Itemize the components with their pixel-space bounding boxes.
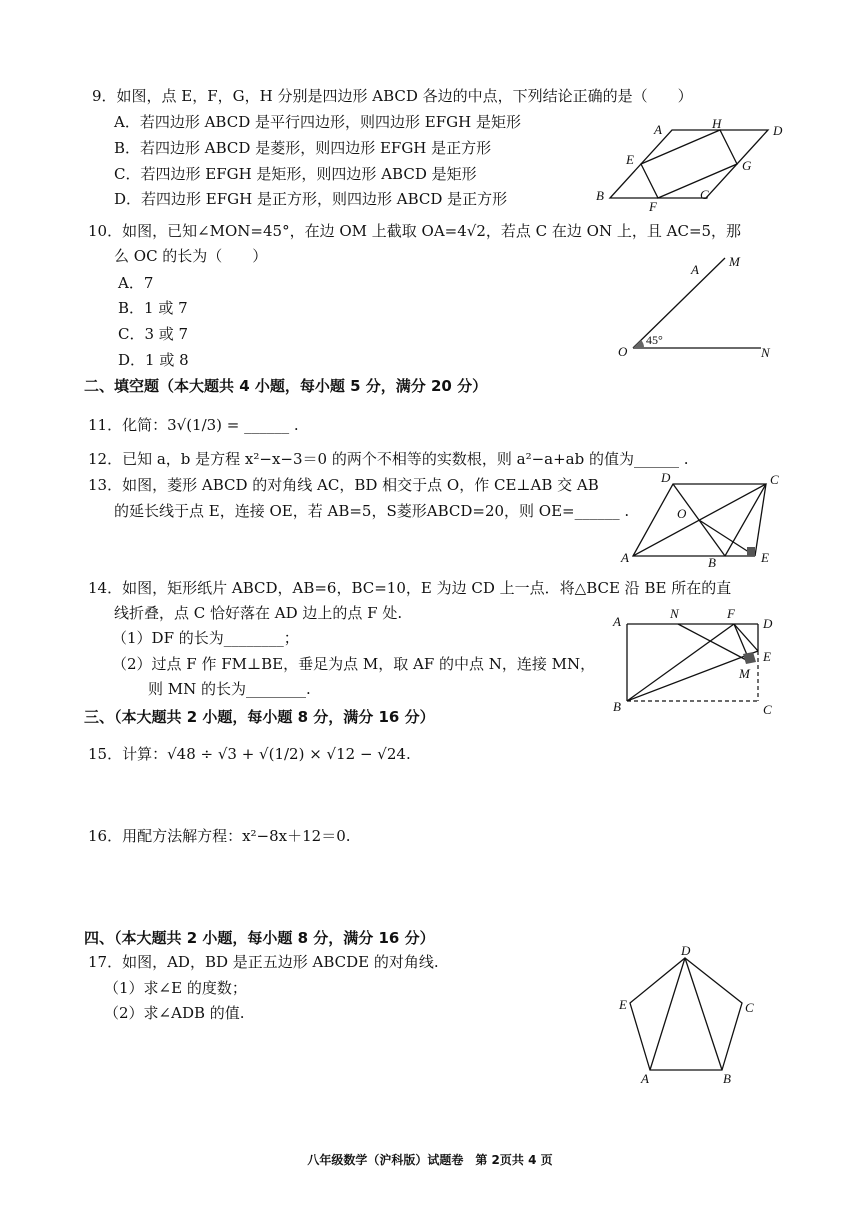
section-2-heading: 二、填空题（本大题共 4 小题，每小题 5 分，满分 20 分）: [84, 377, 488, 395]
q14-label-f: F: [727, 606, 735, 621]
q13-label-o: O: [677, 506, 687, 521]
q9-label-a: A: [654, 122, 662, 137]
q9-label-f: F: [649, 199, 657, 214]
q13-label-b: B: [708, 555, 716, 570]
q14-label-d: D: [763, 616, 773, 631]
q9-stem: 9．如图，点 E，F，G，H 分别是四边形 ABCD 各边的中点，下列结论正确的是（ ）: [92, 87, 693, 105]
section-3-heading: 三、（本大题共 2 小题，每小题 8 分，满分 16 分）: [84, 708, 435, 726]
q12-text: 12．已知 a，b 是方程 x²−x−3＝0 的两个不相等的实数根，则 a²−a+ab 的值为______ .: [88, 450, 689, 468]
q9-option-b: B．若四边形 ABCD 是菱形，则四边形 EFGH 是正方形: [114, 139, 492, 157]
q14-line1: 14．如图，矩形纸片 ABCD，AB=6，BC=10，E 为边 CD 上一点．将△BCE 沿 BE 所在的直: [88, 579, 732, 597]
q13-line2: 的延长线于点 E，连接 OE，若 AB=5，S菱形ABCD=20，则 OE=______ .: [114, 502, 630, 520]
q10-line2: 么 OC 的长为（ ）: [114, 247, 268, 265]
q10-label-o: O: [618, 344, 628, 359]
q10-figure-angle: [615, 252, 785, 362]
q17-label-d: D: [681, 943, 691, 958]
q14-sub1: （1）DF 的长为________；: [112, 629, 299, 647]
q13-line1: 13．如图，菱形 ABCD 的对角线 AC，BD 相交于点 O，作 CE⊥AB 交 AB: [88, 476, 599, 494]
q13-figure-rhombus: [615, 470, 785, 570]
q14-label-e: E: [763, 649, 771, 664]
q16-text: 16．用配方法解方程：x²−8x＋12＝0.: [88, 827, 351, 845]
q10-line1: 10．如图，已知∠MON=45°，在边 OM 上截取 OA=4√2，若点 C 在边 ON 上，且 AC=5，那: [88, 222, 742, 240]
q10-option-a: A．7: [118, 274, 154, 292]
q14-sub2b: 则 MN 的长为________.: [148, 680, 311, 698]
q17-stem: 17．如图，AD，BD 是正五边形 ABCDE 的对角线.: [88, 953, 439, 971]
q9-option-a: A．若四边形 ABCD 是平行四边形，则四边形 EFGH 是矩形: [114, 113, 521, 131]
q14-figure-rectangle: [605, 604, 785, 719]
q10-option-c: C．3 或 7: [118, 325, 189, 343]
q14-label-c: C: [763, 702, 772, 717]
q9-figure-quadrilateral: [590, 116, 790, 214]
q9-option-c: C．若四边形 EFGH 是矩形，则四边形 ABCD 是矩形: [114, 165, 477, 183]
q10-label-m: M: [729, 254, 740, 269]
q13-label-a: A: [621, 550, 629, 565]
section-4-heading: 四、（本大题共 2 小题，每小题 8 分，满分 16 分）: [84, 929, 435, 947]
q9-label-b: B: [596, 188, 604, 203]
q10-option-b: B．1 或 7: [118, 299, 188, 317]
q17-label-a: A: [641, 1071, 649, 1086]
q9-label-g: G: [742, 158, 752, 173]
q9-label-c: C: [700, 187, 709, 202]
q14-label-m: M: [739, 666, 750, 681]
q9-option-d: D．若四边形 EFGH 是正方形，则四边形 ABCD 是正方形: [114, 190, 508, 208]
q13-label-c: C: [770, 472, 779, 487]
q17-figure-pentagon: [612, 943, 762, 1091]
q11-text: 11．化简：3√(1/3) = ______ .: [88, 416, 299, 434]
q10-label-a: A: [691, 262, 699, 277]
q9-label-h: H: [712, 116, 722, 131]
q14-label-b: B: [613, 699, 621, 714]
q17-sub2: （2）求∠ADB 的值.: [104, 1004, 245, 1022]
q15-text: 15．计算：√48 ÷ √3 + √(1/2) × √12 − √24.: [88, 745, 411, 763]
q17-sub1: （1）求∠E 的度数；: [104, 979, 247, 997]
q17-label-b: B: [723, 1071, 731, 1086]
q13-label-d: D: [661, 470, 671, 485]
q14-line2: 线折叠，点 C 恰好落在 AD 边上的点 F 处.: [114, 604, 403, 622]
q10-option-d: D．1 或 8: [118, 351, 189, 369]
q10-angle-label: 45°: [646, 333, 663, 347]
q14-label-n: N: [670, 606, 679, 621]
q9-label-d: D: [773, 123, 783, 138]
q10-label-n: N: [761, 345, 770, 360]
q14-label-a: A: [613, 614, 621, 629]
q9-label-e: E: [626, 152, 634, 167]
q14-sub2a: （2）过点 F 作 FM⊥BE，垂足为点 M，取 AF 的中点 N，连接 MN，: [112, 655, 596, 673]
page-footer: 八年级数学（沪科版）试题卷 第 2页共 4 页: [307, 1153, 553, 1167]
q17-label-c: C: [745, 1000, 754, 1015]
q13-label-e: E: [761, 550, 769, 565]
q17-label-e: E: [619, 997, 627, 1012]
